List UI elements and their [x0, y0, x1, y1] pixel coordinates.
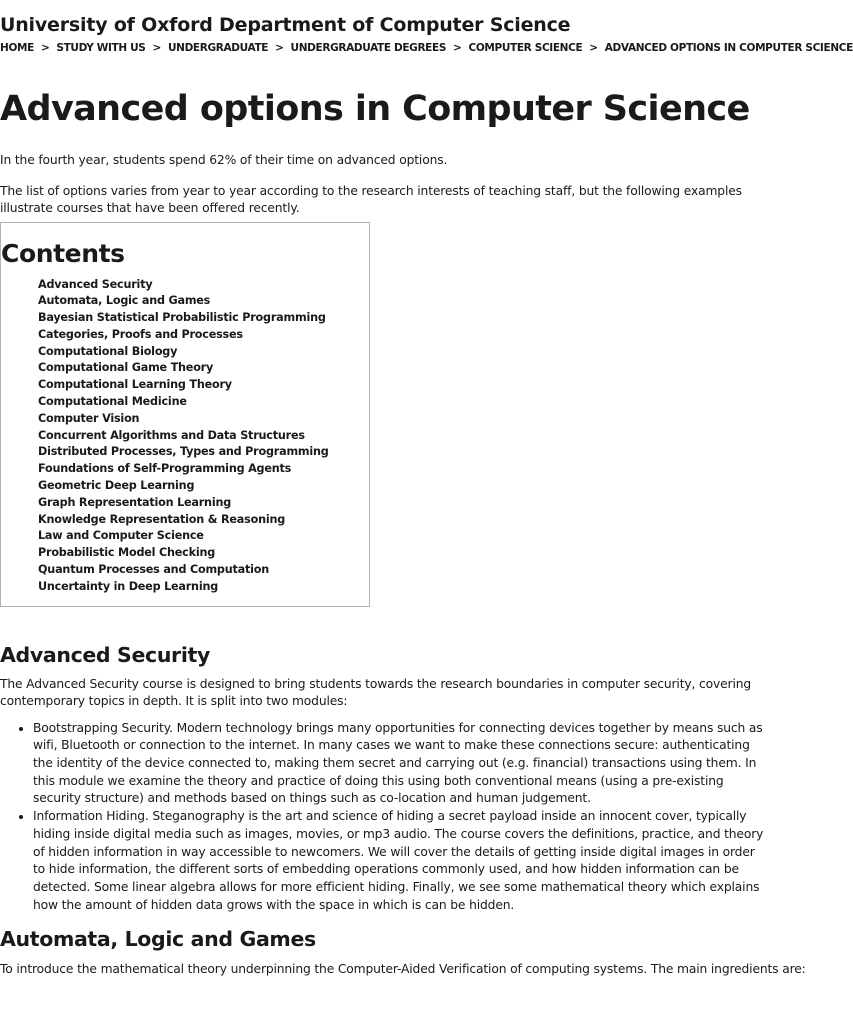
contents-item	[38, 277, 369, 294]
breadcrumb-computer-science[interactable]: COMPUTER SCIENCE	[468, 42, 583, 54]
section-intro: The Advanced Security course is designed to bring students towards the research boundaries in computer security, covering contemporary topics in depth. It is split into two modules:	[0, 676, 752, 709]
contents-link-computer-vision[interactable]: Computer Vision	[38, 411, 140, 425]
contents-link-law-computer-science[interactable]: Law and Computer Science	[38, 529, 204, 543]
contents-item	[38, 444, 369, 461]
contents-list	[1, 277, 369, 596]
section-heading-automata-logic-games: Automata, Logic and Games	[0, 927, 316, 952]
contents-item	[38, 327, 369, 344]
contents-item	[38, 528, 369, 545]
breadcrumb-home[interactable]: HOME	[0, 42, 34, 54]
contents-item	[38, 310, 369, 327]
contents-item	[38, 478, 369, 495]
contents-item	[38, 545, 369, 562]
contents-heading: Contents	[1, 238, 125, 268]
table-of-contents	[0, 222, 370, 607]
breadcrumb-separator: >	[275, 42, 284, 54]
section-heading-advanced-security: Advanced Security	[0, 642, 210, 667]
breadcrumb-separator: >	[453, 42, 462, 54]
breadcrumb-current-page: ADVANCED OPTIONS IN COMPUTER SCIENCE	[604, 42, 853, 54]
contents-link-bayesian-programming[interactable]: Bayesian Statistical Probabilistic Programming	[38, 311, 326, 325]
site-title[interactable]: University of Oxford Department of Computer Science	[0, 14, 571, 36]
breadcrumb-study-with-us[interactable]: STUDY WITH US	[56, 42, 146, 54]
module-list	[0, 720, 768, 915]
breadcrumb-separator: >	[152, 42, 161, 54]
breadcrumb-separator: >	[40, 42, 50, 54]
contents-item	[38, 579, 369, 596]
module-item-information-hiding: • Information Hiding. Steganography is the art and science of hiding a secret payload inside an innocent cover, typically hiding inside digital media such as images, movies, or mp3 audio. The course covers the definitions, practice, and theory of hidden information in way accessible to newcomers. We will cover the details of getting inside digital images in order to hide information, the different sorts of embedding operations commonly used, and how hidden information can be detected. Some linear algebra allows for more efficient hiding. Finally, we see some mathematical theory which explains how the amount of hidden data grows with the space in which is can be hidden.	[33, 808, 768, 914]
intro-paragraph: In the fourth year, students spend 62% of their time on advanced options.	[0, 153, 448, 167]
contents-item	[38, 495, 369, 512]
contents-item	[38, 411, 369, 428]
contents-item	[38, 512, 369, 529]
page-title: Advanced options in Computer Science	[0, 89, 750, 129]
contents-item	[38, 562, 369, 579]
contents-link-quantum-processes[interactable]: Quantum Processes and Computation	[38, 563, 270, 577]
contents-link-geometric-deep-learning[interactable]: Geometric Deep Learning	[38, 479, 195, 493]
section-intro: To introduce the mathematical theory underpinning the Computer-Aided Verification of computing systems. The main ingredients are:	[0, 962, 806, 977]
contents-link-self-programming-agents[interactable]: Foundations of Self-Programming Agents	[38, 462, 292, 476]
contents-item	[38, 377, 369, 394]
contents-link-distributed-processes[interactable]: Distributed Processes, Types and Programming	[38, 445, 329, 459]
breadcrumb-undergraduate[interactable]: UNDERGRADUATE	[167, 42, 269, 54]
contents-link-knowledge-representation[interactable]: Knowledge Representation & Reasoning	[38, 512, 286, 526]
contents-link-concurrent-algorithms[interactable]: Concurrent Algorithms and Data Structures	[38, 428, 305, 442]
contents-link-graph-representation-learning[interactable]: Graph Representation Learning	[38, 495, 232, 509]
contents-link-computational-learning-theory[interactable]: Computational Learning Theory	[38, 378, 232, 392]
contents-link-automata-logic-games[interactable]: Automata, Logic and Games	[38, 294, 211, 308]
breadcrumb-undergraduate-degrees[interactable]: UNDERGRADUATE DEGREES	[290, 42, 447, 54]
contents-item	[38, 461, 369, 478]
contents-item	[38, 293, 369, 310]
contents-link-probabilistic-model-checking[interactable]: Probabilistic Model Checking	[38, 546, 216, 560]
intro-paragraph: The list of options varies from year to year according to the research interests of teaching staff, but the following examples illustrate courses that have been offered recently.	[0, 183, 742, 215]
contents-item	[38, 360, 369, 377]
contents-item	[38, 428, 369, 445]
contents-item	[38, 394, 369, 411]
contents-item	[38, 344, 369, 361]
breadcrumb	[0, 42, 853, 54]
contents-link-computational-biology[interactable]: Computational Biology	[38, 344, 178, 358]
contents-link-advanced-security[interactable]: Advanced Security	[38, 277, 153, 291]
breadcrumb-separator: >	[589, 42, 598, 54]
contents-link-uncertainty-deep-learning[interactable]: Uncertainty in Deep Learning	[38, 579, 219, 593]
contents-link-computational-medicine[interactable]: Computational Medicine	[38, 395, 187, 409]
contents-link-categories-proofs[interactable]: Categories, Proofs and Processes	[38, 327, 243, 341]
contents-link-computational-game-theory[interactable]: Computational Game Theory	[38, 361, 214, 375]
module-item-bootstrapping-security: • Bootstrapping Security. Modern technology brings many opportunities for connecting devices together by means such as wifi, Bluetooth or connection to the internet. In many cases we want to make these connections secure: authenticating the identity of the device connected to, making them secret and carrying out (e.g. financial) transactions using them. In this module we examine the theory and practice of doing this using both conventional means (using a pre-existing security structure) and methods based on things such as co-location and human judgement.	[33, 720, 768, 809]
